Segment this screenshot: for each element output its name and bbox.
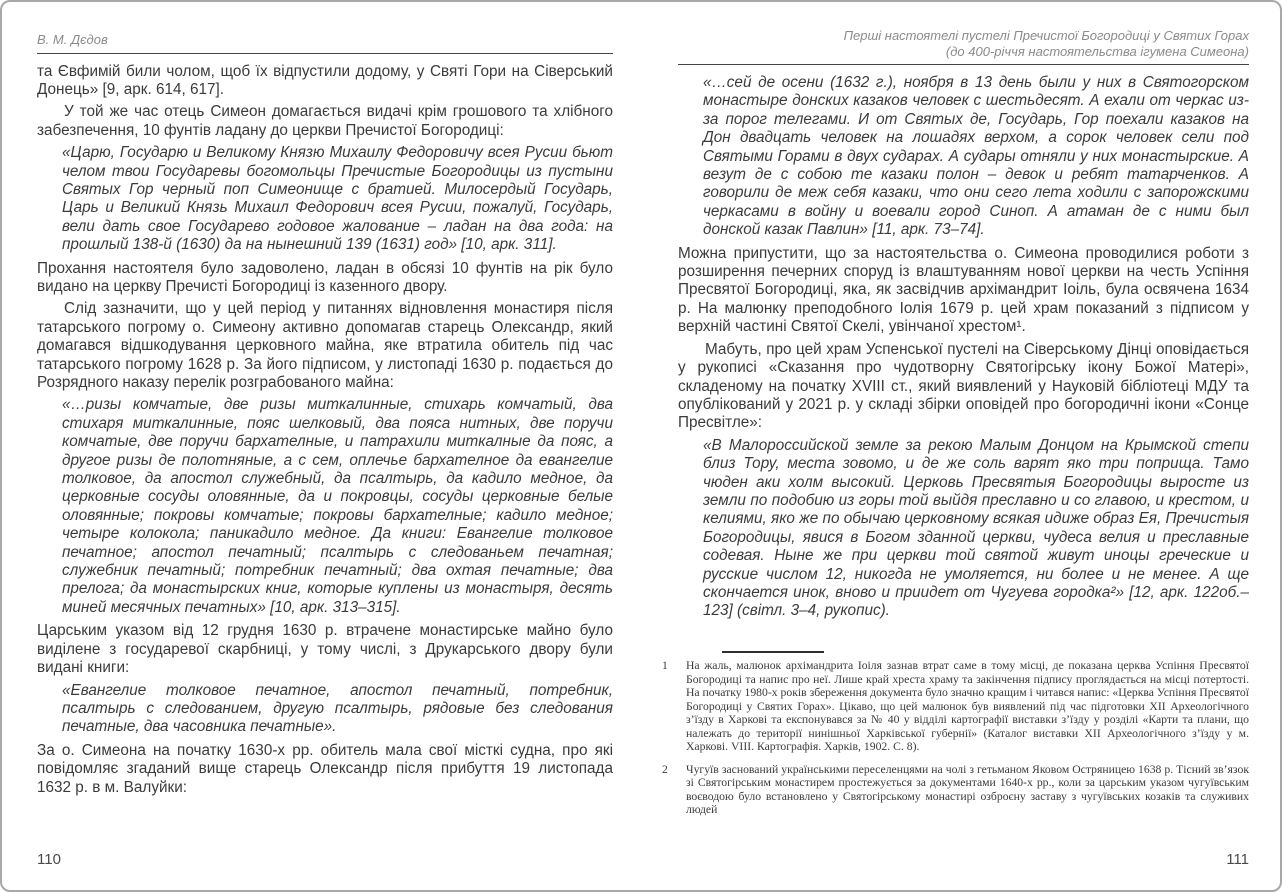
- footnote-text: На жаль, малюнок архімандрита Іоіля зазнав втрат саме в тому місці, де показана церква Успіння Пресвятої Богородиці та напис про неї. Лише край хреста храму та закінчення підпису проглядається на місці потертості. На початку 1980-х років збереження документа було значно кращим і читався напис: «Церква Успіння Пресвятої Богородиці у Святих Горах». Цікаво, що цей малюнок був виявлений під час підготовки XII Археологічного з’їзду в Харкові та експонувався за № 40 у відділі картографії виставки з’їзду у розділі «Карти та плани, що належать до території нинішньої Харківської губернії» (Каталог виставки XII Археологічного з’їзду у м. Харкові. VIII. Картографія. Харків, 1902. С. 8).: [685, 659, 1249, 753]
- running-header-title-line2: (до 400-річчя настоятельства ігумена Симеона): [945, 43, 1249, 59]
- footnote-text: Чугуїв заснований українськими переселенцями на чолі з гетьманом Яковом Остряницею 1638 р. Тісний зв’язок зі Святогірським монастирем простежується за документами 1640-х рр., коли за царським указом чугуївським воєводою було встановлено у Святогірському монастирі озброєну заставу з чугуївських козаків та служивих людей: [685, 762, 1249, 816]
- quote-block: «Евангелие толковое печатное, апостол печатный, потребник, псалтырь с следованием, другую псалтырь, рядовые без следования печатные, два часовника печатные».: [62, 681, 613, 736]
- footnote-separator-rule: [722, 651, 824, 653]
- page-right-body: [678, 74, 1249, 621]
- paragraph: та Євфимій били чолом, щоб їх відпустили додому, у Святі Гори на Сіверський Донець» [9, арк. 614, 617].: [37, 62, 613, 98]
- running-header-right: [678, 28, 1249, 65]
- page-number-right: 111: [1226, 851, 1249, 868]
- footnote: [662, 659, 1249, 754]
- paragraph: Мабуть, про цей храм Успенської пустелі на Сіверському Дінці оповідається у рукописі «Сказання про чудотворну Святогірську ікону Божої Матері», складеному на початку XVIII ст., який виявлений у Науковій бібліотеці МДУ та опублікований у 2021 р. у складі збірки оповідей про богородичні ікони «Сонце Пресвітле»:: [677, 340, 1249, 432]
- quote-block: «…ризы комчатые, две ризы миткалинные, стихарь комчатый, два стихаря миткалинные, пояс шелковый, два пояса нитных, две поручи комчатые, две поручи бархателные, и патрахили миткалные да пояс, а другое ризы де полотняные, а с сем, оплечье бархателное да евангелие толковое, да апостол служебный, да псалтырь, да кадило медное, да церковные сосуды оловянные, да и покровцы, сосуды церковные белые оловянные; покровы комчатые; покровы бархателные; кадило медное; четыре колокола; паникадило медное. Да книги: Евангелие толковое печатное; апостол печатный; псалтырь с следованьем печатная; служебник печатный; потребник печатный; два охтая печатные; два прелога; да монастырских книг, которые куплены из монастыря, десять миней месячных печатных» [10, арк. 313–315].: [62, 396, 613, 616]
- paragraph: Слід зазначити, що у цей період у питаннях відновлення монастиря після татарського погрому о. Симеону активно допомагав старець Олександр, який домагався відшкодування церковного майна, яке втратила обитель під час татарського погрому 1628 р. За його підписом, у листопаді 1630 р. подається до Розрядного наказу перелік розграбованого майна:: [37, 300, 613, 391]
- running-header-left: [37, 32, 613, 54]
- quote-block: «В Малороссийской земле за рекою Малым Донцом на Крымской степи близ Тору, места зовомо, и де же соль варят яко три поприща. Тамо чюден аки холм высокий. Церковь Пресвятыя Богородицы выросте из земли по подобию из горы той выйдя преславно и со главою, и крестом, и келиями, яко же по обычаю церковному всякая идиже образ Ея, Пречистыя Богородицы, явися в Богом зданной церкви, чудеса велия и преславные содевая. Ныне же при церкви той святой живут иноцы греческие и русские числом 12, никогда не умоляется, ни более и не менее. А ще скончается инок, вново и приидет от Чугуева городка²» [12, арк. 122об.–123] (світл. 3–4, рукопис).: [702, 436, 1249, 620]
- page-number-left: 110: [37, 851, 61, 868]
- paragraph: Можна припустити, що за настоятельства о. Симеона проводилися роботи з розширення печерних споруд із влаштуванням нової церкви на честь Успіння Пресвятої Богородиці, яка, як засвідчив архімандрит Іоіль, була освячена 1634 р. На малюнку преподобного Іолія 1679 р. цей храм показаний з підписом у верхній частині Святої Скелі, увінчаної хрестом¹.: [677, 244, 1249, 336]
- page-right: [641, 2, 1280, 890]
- footnotes-section: [661, 651, 1249, 826]
- footnote-number: 1: [661, 659, 668, 672]
- quote-block: «Царю, Государю и Великому Князю Михаилу Федоровичу всея Русии бьют челом твои Государевы богомольцы Пречистые Богородицы из пустыни Святых Гор черный поп Симеонище с братией. Милосердый Государь, Царь и Великий Князь Михаил Федорович всея Русии, пожалуй, Государь, вели дать свое Государево годовое жалование – ладан на два года: на прошлый 138-й (1630) да на нынешний 139 (1631) год» [10, арк. 311].: [62, 144, 613, 254]
- page-left: [2, 2, 641, 890]
- running-header-title-line1: Перші настоятелі пустелі Пречистої Богородиці у Святих Горах: [843, 28, 1249, 43]
- footnote: [662, 763, 1249, 817]
- paragraph: За о. Симеона на початку 1630-х рр. обитель мала свої місткі судна, про які повідомляє згаданий вище старець Олександр після прибуття 19 листопада 1632 р. в м. Валуйки:: [37, 741, 613, 796]
- page-left-body: [37, 63, 613, 797]
- paragraph: У той же час отець Симеон домагається видачі крім грошового та хлібного забезпечення, 10 фунтів ладану до церкви Пречистої Богородиці:: [37, 103, 613, 139]
- paragraph: Царським указом від 12 грудня 1630 р. втрачене монастирське майно було виділене з государевої скарбниці, у тому числі, з Друкарського двору були видані книги:: [37, 622, 613, 677]
- paragraph: Прохання настоятеля було задоволено, ладан в обсязі 10 фунтів на рік було видано на церкву Пречисті Богородиці із казенного двору.: [37, 259, 613, 295]
- quote-block: «…сей де осени (1632 г.), ноября в 13 день были у них в Святогорском монастыре донских казаков человек с шестьдесят. А ехали от черкас из-за порог телегами. И от Святых де, Государь, Гор поехали казаков на Дон двадцать человек на лошадях верхом, а сорок человек сели под Святыми Горами в двух сударах. А судары отняли у них монастырские. А везут де с собою те казаки полон – девок и ребят татарченков. А говорили де меж себя казаки, что они сего лета ходили с запорожскими черкасами в войну и воевали город Синоп. А атаман де с ними был донской казак Павлин» [11, арк. 73–74].: [702, 74, 1249, 239]
- running-header-author: В. М. Дєдов: [37, 32, 108, 47]
- footnote-number: 2: [661, 762, 668, 776]
